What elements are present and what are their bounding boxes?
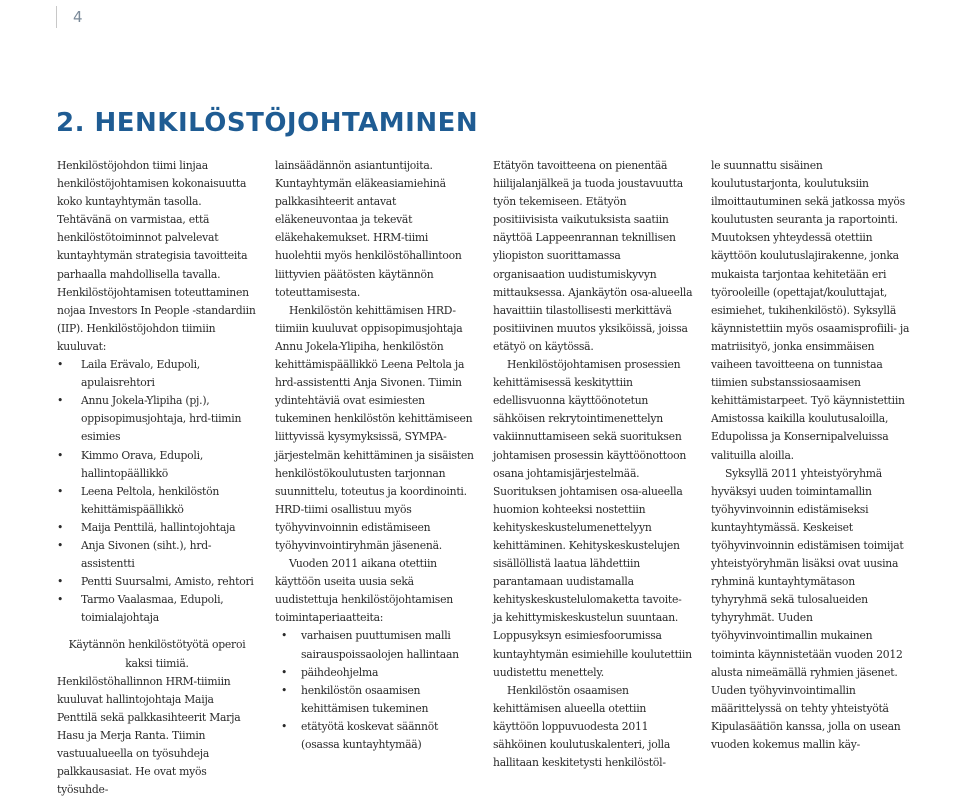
list-item: • päihdeohjelma <box>275 664 475 682</box>
list-item: • varhaisen puuttumisen malli sairauspoissaolojen hallintaan <box>275 627 475 663</box>
list-item: • Laila Erävalo, Edupoli, apulaisrehtori <box>57 356 257 392</box>
paragraph: lainsäädännön asiantuntijoita. Kuntayhtymän eläkeasiamiehinä palkkasihteerit antavat eläkeneuvontaa ja tekevät eläkehakemukset. HRM-tiimi huolehtii myös henkilöstöhallintoon liittyvien päätösten käytännön toteuttamisesta. <box>275 159 462 299</box>
subheading: Käytännön henkilöstötyötä operoi kaksi tiimiä. <box>68 638 246 670</box>
paragraph: Henkilöstöjohtamisen prosessien kehittämisessä keskityttiin edellisvuonna käyttöönotetun sähköisen rekrytointimenettelyn vakiinnuttamiseen sekä suorituksen johtamisen prosessin käyttöönottoon osana johtamisjärjestelmää. Suorituksen johtamisen osa-alueella huomion kohteeksi nostettiin kehityskeskustelumenettelyyn kehittäminen. Kehityskeskustelujen sisällöllistä laatua lähdettiin parantamaan uudistamalla kehityskeskustelulomaketta tavoite- ja kehittymiskeskustelun suuntaan. Loppusyksyn esimiesfoorumissa kuntayhtymän esimiehille koulutettiin uudistettu menettely. <box>493 358 692 679</box>
intro-paragraph: Henkilöstöjohdon tiimi linjaa henkilöstöjohtamisen kokonaisuutta koko kuntayhtymän tasolla. Tehtävänä on varmistaa, että henkilöstötoiminnot palvelevat kuntayhtymän strategisia tavoitteita parhaalla mahdollisella tavalla. Henkilöstöjohtamisen toteuttaminen nojaa Investors In People -standardiin (IIP). Henkilöstöjohdon tiimiin kuuluvat: <box>57 159 256 353</box>
paragraph: Vuoden 2011 aikana otettiin käyttöön useita uusia sekä uudistettuja henkilöstöjohtamisen toimintaperiaatteita: <box>275 557 453 625</box>
list-item: • Leena Peltola, henkilöstön kehittämispäällikkö <box>57 483 257 519</box>
list-item: • henkilöstön osaamisen kehittämisen tukeminen <box>275 682 475 718</box>
hrm-team-paragraph: Henkilöstöhallinnon HRM-tiimiin kuuluvat hallintojohtaja Maija Penttilä sekä palkkasihteerit Marja Hasu ja Merja Ranta. Tiimin vastuualueella on työsuhdeja palkkausasiat. He ovat myös työsuhde- <box>57 674 241 797</box>
text-column-3 <box>493 157 693 772</box>
paragraph: Syksyllä 2011 yhteistyöryhmä hyväksyi uuden toimintamallin työhyvinvoinnin edistämiseksi kuntayhtymässä. Keskeiset työhyvinvoinnin edistämisen toimijat yhteistyöryhmän lisäksi ovat uusina ryhminä kuntayhtymätason tyhyryhmä sekä tulosalueiden tyhyryhmät. Uuden työhyvinvointimallin mukainen toiminta käynnistetään vuoden 2012 alusta nimeämällä ryhmien jäsenet. Uuden työhyvinvointimallin määrittelyssä on tehty yhteistyötä Kipulasäätiön kanssa, jolla on usean vuoden kokemus mallin käy- <box>711 466 904 751</box>
team-member-list <box>57 356 257 627</box>
list-item: • Kimmo Orava, Edupoli, hallintopäällikkö <box>57 447 257 483</box>
paragraph: le suunnattu sisäinen koulutustarjonta, koulutuksiin ilmoittautuminen sekä jatkossa myös koulutusten seuranta ja raportointi. Muutoksen yhteydessä otettiin käyttöön koulutuslajirakenne, jonka mukaista tarjontaa kehitetään eri työrooleille (opettajat/kouluttajat, esimiehet, tukihenkilöstö). Syksyllä käynnistettiin myös osaamisprofiili- ja matriisityö, jonka ensimmäisen vaiheen tavoitteena on tunnistaa tiimien substanssiosaamisen kehittämistarpeet. Työ käynnistettiin Amistossa kaikilla koulutusaloilla, Edupolissa ja Konsernipalveluissa valituilla aloilla. <box>711 159 910 462</box>
principles-list <box>275 627 475 754</box>
paragraph: Etätyön tavoitteena on pienentää hiilijalanjälkeä ja tuoda joustavuutta työn tekemiseen. Etätyön positiivisista vaikutuksista saatiin näyttöä Lappeenrannan teknillisen yliopiston suorittamassa organisaation uudistumiskyvyn mittauksessa. Ajankäytön osa-alueella havaittiin tilastollisesti merkittävä positiivinen muutos yksiköissä, joissa etätyö on käytössä. <box>493 159 693 353</box>
list-item: • Maija Penttilä, hallintojohtaja <box>57 519 257 537</box>
paragraph: Henkilöstön osaamisen kehittämisen alueella otettiin käyttöön loppuvuodesta 2011 sähköinen koulutuskalenteri, jolla hallitaan keskitetysti henkilöstöl- <box>493 683 671 770</box>
list-item: • Annu Jokela-Ylipiha (pj.), oppisopimusjohtaja, hrd-tiimin esimies <box>57 392 257 446</box>
list-item: • Anja Sivonen (siht.), hrd-assistentti <box>57 537 257 573</box>
text-column-1 <box>57 157 257 799</box>
list-item: • Pentti Suursalmi, Amisto, rehtori <box>57 573 257 591</box>
text-column-2 <box>275 157 475 754</box>
text-column-4 <box>711 157 911 754</box>
page-number: 4 <box>56 6 83 28</box>
list-item: • etätyötä koskevat säännöt (osassa kuntayhtymää) <box>275 718 475 754</box>
list-item: • Tarmo Vaalasmaa, Edupoli, toimialajohtaja <box>57 591 257 627</box>
hrd-team-paragraph: Henkilöstön kehittämisen HRD-tiimiin kuuluvat oppisopimusjohtaja Annu Jokela-Ylipiha, henkilöstön kehittämispäällikkö Leena Peltola ja hrd-assistentti Anja Sivonen. Tiimin ydintehtäviä ovat esimiesten tukeminen henkilöstön kehittämiseen liittyvissä kysymyksissä, SYMPA-järjestelmän kehittäminen ja sisäisten henkilöstökoulutusten tarjonnan suunnittelu, toteutus ja koordinointi. HRD-tiimi osallistuu myös työhyvinvoinnin edistämiseen työhyvinvointiryhmän jäsenenä. <box>275 303 474 552</box>
page-title: 2. HENKILÖSTÖJOHTAMINEN <box>56 108 479 138</box>
